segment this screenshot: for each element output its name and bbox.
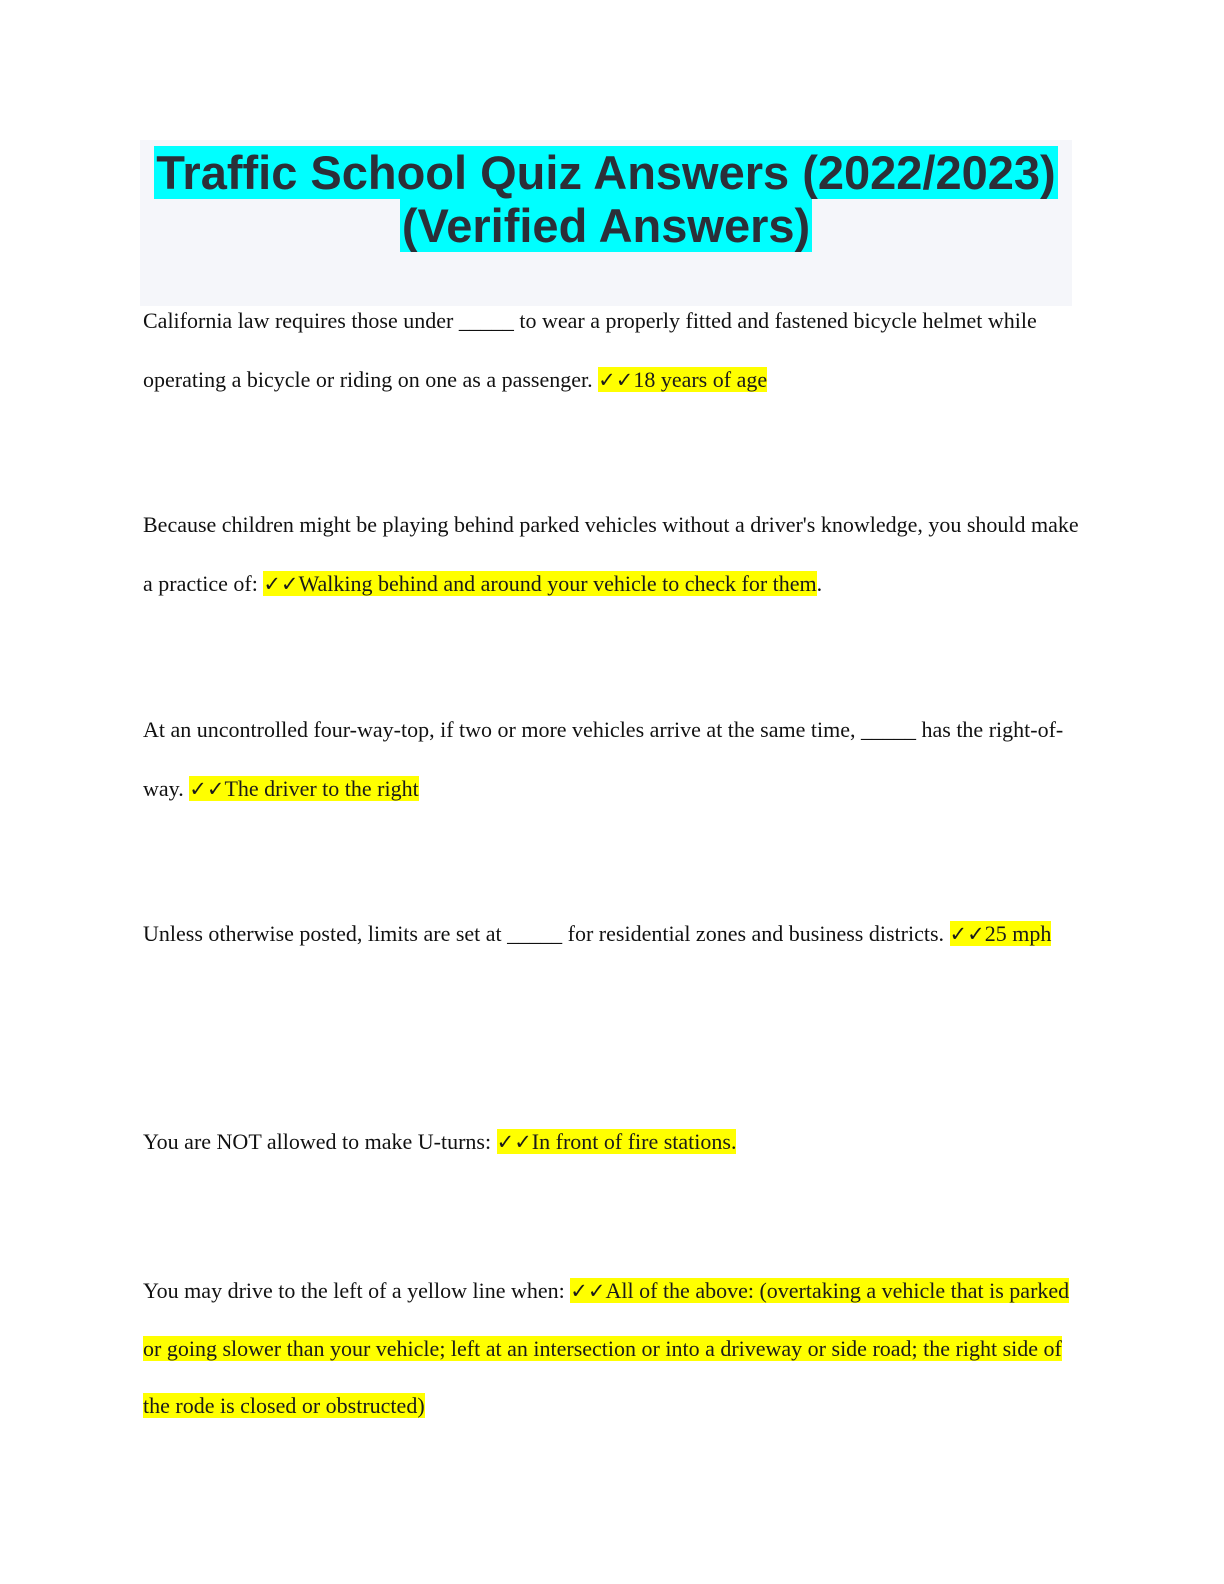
check-mark-icon: ✓✓ [263, 572, 299, 596]
answer-trailing: . [816, 571, 823, 596]
answer-text: In front of fire stations. [531, 1129, 737, 1154]
question-text: Unless otherwise posted, limits are set at _____ for residential zones and business districts. [143, 921, 950, 946]
check-mark-icon: ✓✓ [496, 1130, 532, 1154]
answer-text: Walking behind and around your vehicle to check for them [298, 571, 817, 596]
answer-highlight [497, 1129, 737, 1154]
title-line-1: Traffic School Quiz Answers (2022/2023) [156, 146, 1056, 199]
question-block [143, 1112, 1083, 1172]
question-text: At an uncontrolled four-way-top, if two or more vehicles arrive at the same time, _____ has the right-of-way. [143, 717, 1064, 801]
answer-text: 18 years of age [633, 367, 768, 392]
check-mark-icon: ✓✓ [598, 368, 634, 392]
check-mark-icon: ✓✓ [949, 922, 985, 946]
answer-highlight [189, 776, 418, 801]
question-block [143, 291, 1083, 410]
answer-highlight [263, 571, 816, 596]
question-block [143, 904, 1083, 964]
question-block [143, 700, 1083, 819]
document-subtitle [140, 199, 1072, 253]
document-title [140, 146, 1072, 200]
answer-text: 25 mph [984, 921, 1052, 946]
answer-text: All of the above: (overtaking a vehicle that is parked or going slower than your vehicle; left at an intersection or into a driveway or side road; the right side of the rode is closed or obstructed) [143, 1278, 1070, 1418]
answer-highlight [598, 367, 767, 392]
question-text: You may drive to the left of a yellow line when: [143, 1278, 571, 1303]
check-mark-icon: ✓✓ [570, 1279, 606, 1303]
question-text: California law requires those under _____ to wear a properly fitted and fastened bicycle helmet while operating a bicycle or riding on one as a passenger. [143, 308, 1037, 392]
question-text: Because children might be playing behind parked vehicles without a driver's knowledge, you should make a practice of: [143, 512, 1079, 596]
answer-highlight [950, 921, 1052, 946]
answer-text: The driver to the right [224, 776, 419, 801]
question-block [143, 1262, 1083, 1434]
title-line-2: (Verified Answers) [401, 199, 811, 252]
title-banner [140, 140, 1072, 306]
question-text: You are NOT allowed to make U-turns: [143, 1129, 497, 1154]
question-block [143, 495, 1083, 614]
check-mark-icon: ✓✓ [189, 777, 225, 801]
